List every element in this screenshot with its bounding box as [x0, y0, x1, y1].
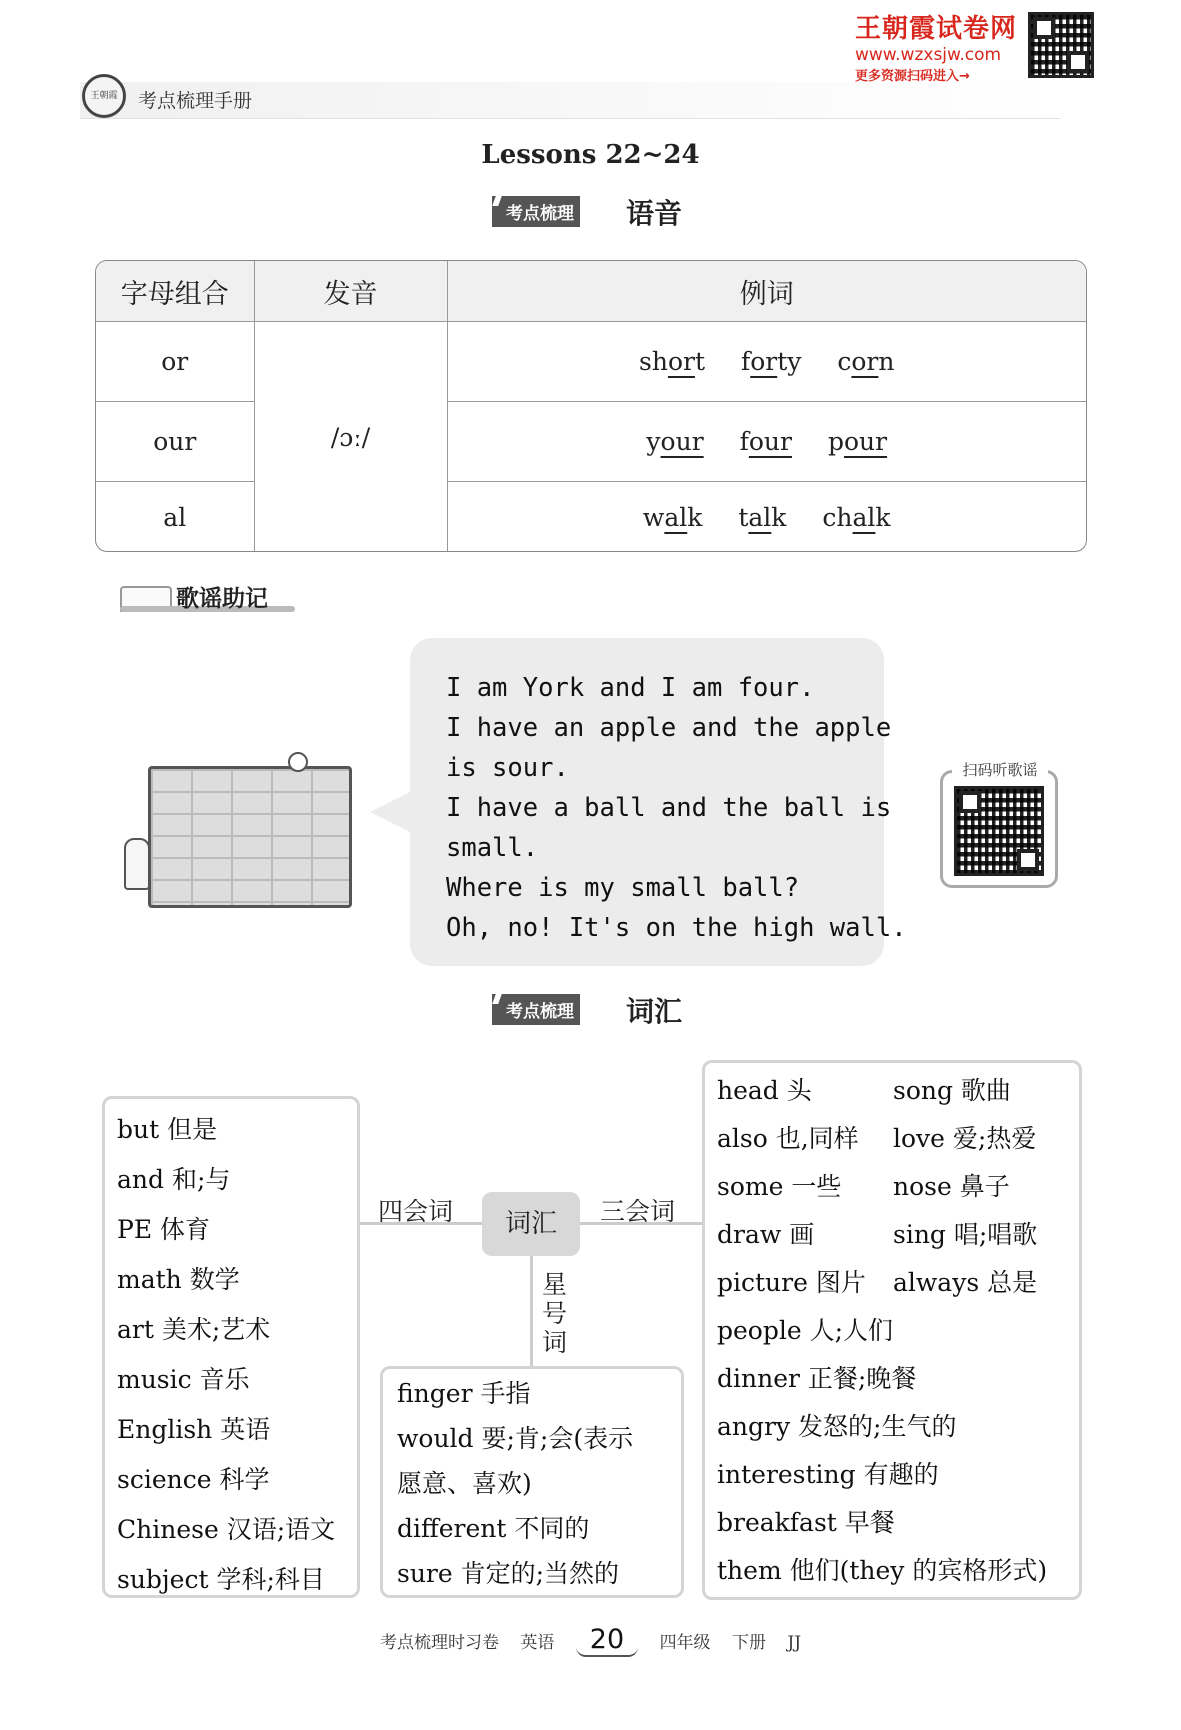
list-item: picture 图片 always 总是	[717, 1268, 1038, 1297]
brand-block[interactable]	[855, 8, 1017, 84]
list-item: people 人;人们	[717, 1316, 894, 1345]
table-row	[96, 322, 1086, 402]
example-word: your	[646, 427, 704, 456]
list-item: breakfast 早餐	[717, 1508, 895, 1537]
footer-term: 下册	[731, 1633, 766, 1653]
list-item: different 不同的	[397, 1514, 590, 1543]
list-item: them 他们(they 的宾格形式)	[717, 1556, 1048, 1585]
list-item: would 要;肯;会(表示	[397, 1424, 634, 1453]
rhyme-line: I am York and I am four.	[446, 673, 815, 703]
phonics-table	[95, 260, 1087, 552]
wall-illustration	[148, 766, 352, 908]
rhyme-line: I have a ball and the ball is	[446, 793, 892, 823]
branch-label-star: 星号词	[542, 1270, 568, 1357]
list-item: finger 手指	[397, 1379, 531, 1408]
pronunciation: /ɔː/	[254, 322, 447, 553]
rhyme-section-label: 歌谣助记	[176, 586, 268, 612]
footer-book: 考点梳理时习卷	[379, 1633, 499, 1653]
list-item: dinner 正餐;晚餐	[717, 1364, 917, 1393]
column-header-combo: 字母组合	[96, 261, 254, 322]
lesson-title: Lessons 22~24	[481, 140, 700, 170]
example-words	[447, 402, 1086, 482]
list-item: subject 学科;科目	[117, 1565, 325, 1594]
column-header-examples: 例词	[447, 261, 1086, 322]
footer-edition: JJ	[787, 1633, 802, 1653]
rhyme-speech-bubble	[410, 638, 907, 966]
footer-grade: 四年级	[659, 1633, 711, 1653]
list-item: English 英语	[117, 1415, 271, 1444]
rhyme-line: Where is my small ball?	[446, 873, 800, 903]
example-words	[447, 482, 1086, 553]
rhyme-line: small.	[446, 833, 539, 863]
example-word: walk	[642, 503, 703, 533]
child-illustration	[124, 838, 150, 890]
brand-qr-code-icon[interactable]	[1028, 12, 1094, 78]
phonics-section-tag: 考点梳理	[492, 196, 580, 227]
speech-bubble-tail	[370, 790, 414, 834]
list-item: math 数学	[117, 1265, 240, 1294]
example-word: forty	[740, 347, 802, 376]
example-words	[447, 322, 1086, 402]
four-skill-words-box	[102, 1096, 360, 1598]
brand-name: 王朝霞试卷网	[855, 14, 1018, 44]
header-section-title: 考点梳理手册	[138, 90, 253, 112]
table-row	[96, 402, 1086, 482]
letter-combo: our	[96, 402, 254, 482]
rhyme-line: is sour.	[446, 753, 569, 783]
listen-qr-code-icon[interactable]	[954, 786, 1044, 876]
list-item: art 美术;艺术	[117, 1315, 271, 1344]
example-word: pour	[827, 427, 888, 456]
listen-qr-label: 扫码听歌谣	[952, 759, 1048, 780]
example-word: corn	[837, 347, 895, 376]
three-skill-words-box	[702, 1060, 1082, 1600]
list-item: music 音乐	[117, 1365, 250, 1394]
brand-url[interactable]: www.wzxsjw.com	[855, 45, 1002, 65]
vocab-section-tag: 考点梳理	[492, 994, 580, 1025]
list-item: interesting 有趣的	[717, 1460, 939, 1489]
rhyme-line: I have an apple and the apple	[446, 713, 892, 743]
list-item: angry 发怒的;生气的	[717, 1412, 957, 1441]
phonics-section-title: 语音	[626, 197, 683, 230]
branch-label-four: 四会词	[378, 1197, 454, 1226]
page-number: 20	[576, 1624, 638, 1657]
list-item: also 也,同样 love 爱;热爱	[717, 1124, 1037, 1153]
vocab-hub: 词汇	[482, 1192, 580, 1256]
letter-combo: al	[96, 482, 254, 553]
example-word: talk	[738, 503, 787, 533]
list-item: draw 画 sing 唱;唱歌	[717, 1220, 1038, 1249]
example-word: chalk	[822, 503, 891, 533]
list-item: sure 肯定的;当然的	[397, 1559, 620, 1588]
list-item: head 头 song 歌曲	[717, 1076, 1011, 1105]
branch-label-three: 三会词	[600, 1197, 676, 1226]
star-words-box	[380, 1366, 684, 1598]
list-item: but 但是	[117, 1115, 218, 1144]
example-word: four	[739, 427, 792, 456]
phonics-table-header-row	[96, 261, 1086, 322]
list-item: Chinese 汉语;语文	[117, 1515, 336, 1544]
list-item: and 和;与	[117, 1165, 231, 1194]
example-word: short	[639, 347, 705, 376]
list-item: 愿意、喜欢)	[397, 1469, 532, 1498]
table-row	[96, 482, 1086, 553]
list-item: some 一些 nose 鼻子	[717, 1172, 1010, 1201]
publisher-emblem: 王朝霞	[82, 74, 126, 118]
footer-subject: 英语	[520, 1633, 555, 1653]
ball-icon	[288, 752, 308, 772]
rhyme-line: Oh, no! It's on the high wall.	[446, 913, 907, 943]
connector-line	[530, 1256, 533, 1366]
list-item: PE 体育	[117, 1215, 211, 1244]
letter-combo: or	[96, 322, 254, 402]
rhyme-section-tag	[120, 580, 295, 612]
brand-tip: 更多资源扫码进入→	[855, 69, 970, 84]
vocab-section-title: 词汇	[626, 995, 683, 1028]
column-header-sound: 发音	[254, 261, 447, 322]
list-item: science 科学	[117, 1465, 270, 1494]
page-footer	[0, 1624, 1181, 1655]
